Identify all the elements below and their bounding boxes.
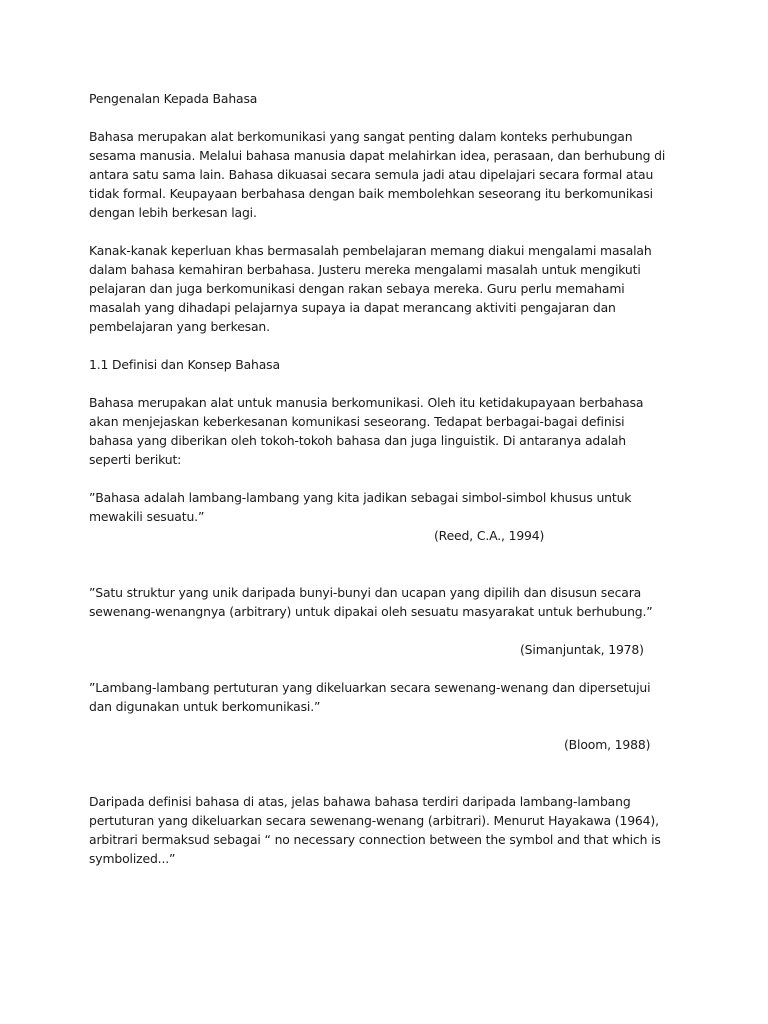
- paragraph-line: pembelajaran yang berkesan.: [89, 319, 270, 334]
- quote-line: mewakili sesuatu.”: [89, 509, 205, 524]
- paragraph-line: akan menjejaskan keberkesanan komunikasi seseorang. Tedapat berbagai-bagai definisi: [89, 414, 625, 429]
- paragraph-line: arbitrari bermaksud sebagai “ no necessary connection between the symbol and that which is: [89, 832, 661, 847]
- quote-line: sewenang-wenangnya (arbitrary) untuk dipakai oleh sesuatu masyarakat untuk berhubung.”: [89, 604, 653, 619]
- paragraph-line: sesama manusia. Melalui bahasa manusia dapat melahirkan idea, perasaan, dan berhubung di: [89, 148, 666, 163]
- quote-citation-row: [89, 735, 679, 754]
- quote-line: dan digunakan untuk berkomunikasi.”: [89, 699, 321, 714]
- quote-line: ”Satu struktur yang unik daripada bunyi-bunyi dan ucapan yang dipilih dan disusun secara: [89, 585, 642, 600]
- paragraph-line: Kanak-kanak keperluan khas bermasalah pembelajaran memang diakui mengalami masalah: [89, 243, 652, 258]
- quote-line: ”Bahasa adalah lambang-lambang yang kita jadikan sebagai simbol-simbol khusus untuk: [89, 490, 632, 505]
- quote-citation: (Simanjuntak, 1978): [520, 642, 644, 657]
- paragraph-line: tidak formal. Keupayaan berbahasa dengan baik membolehkan seseorang itu berkomunikasi: [89, 186, 653, 201]
- quote-line: ”Lambang-lambang pertuturan yang dikeluarkan secara sewenang-wenang dan dipersetujui: [89, 680, 651, 695]
- section-heading: 1.1 Definisi dan Konsep Bahasa: [89, 357, 280, 372]
- quote-citation-row: [89, 640, 679, 659]
- paragraph-line: Bahasa merupakan alat untuk manusia berkomunikasi. Oleh itu ketidakupayaan berbahasa: [89, 395, 644, 410]
- paragraph-line: Daripada definisi bahasa di atas, jelas bahawa bahasa terdiri daripada lambang-lambang: [89, 794, 631, 809]
- quote-block: [89, 488, 679, 545]
- quote-citation: (Bloom, 1988): [564, 737, 651, 752]
- paragraph-line: masalah yang dihadapi pelajarnya supaya ia dapat merancang aktiviti pengajaran dan: [89, 300, 616, 315]
- quote-block: [89, 678, 679, 754]
- paragraph-line: pertuturan yang dikeluarkan secara sewenang-wenang (arbitrari). Menurut Hayakawa (1964),: [89, 813, 659, 828]
- special-needs-paragraph: [89, 241, 679, 336]
- paragraph-line: Bahasa merupakan alat berkomunikasi yang sangat penting dalam konteks perhubungan: [89, 129, 633, 144]
- quote-block: [89, 583, 679, 659]
- definition-paragraph: [89, 393, 679, 469]
- paragraph-line: symbolized...”: [89, 851, 176, 866]
- paragraph-line: antara satu sama lain. Bahasa dikuasai secara semula jadi atau dipelajari secara formal atau: [89, 167, 654, 182]
- paragraph-line: dalam bahasa kemahiran berbahasa. Justeru mereka mengalami masalah untuk mengikuti: [89, 262, 641, 277]
- conclusion-paragraph: [89, 792, 679, 868]
- quote-citation-row: [89, 526, 679, 545]
- document-title: Pengenalan Kepada Bahasa: [89, 91, 258, 106]
- paragraph-line: seperti berikut:: [89, 452, 182, 467]
- paragraph-line: dengan lebih berkesan lagi.: [89, 205, 257, 220]
- paragraph-line: pelajaran dan juga berkomunikasi dengan rakan sebaya mereka. Guru perlu memahami: [89, 281, 625, 296]
- intro-paragraph: [89, 127, 679, 222]
- document-body: [89, 89, 679, 868]
- paragraph-line: bahasa yang diberikan oleh tokoh-tokoh bahasa dan juga linguistik. Di antaranya adalah: [89, 433, 627, 448]
- quote-citation: (Reed, C.A., 1994): [434, 528, 545, 543]
